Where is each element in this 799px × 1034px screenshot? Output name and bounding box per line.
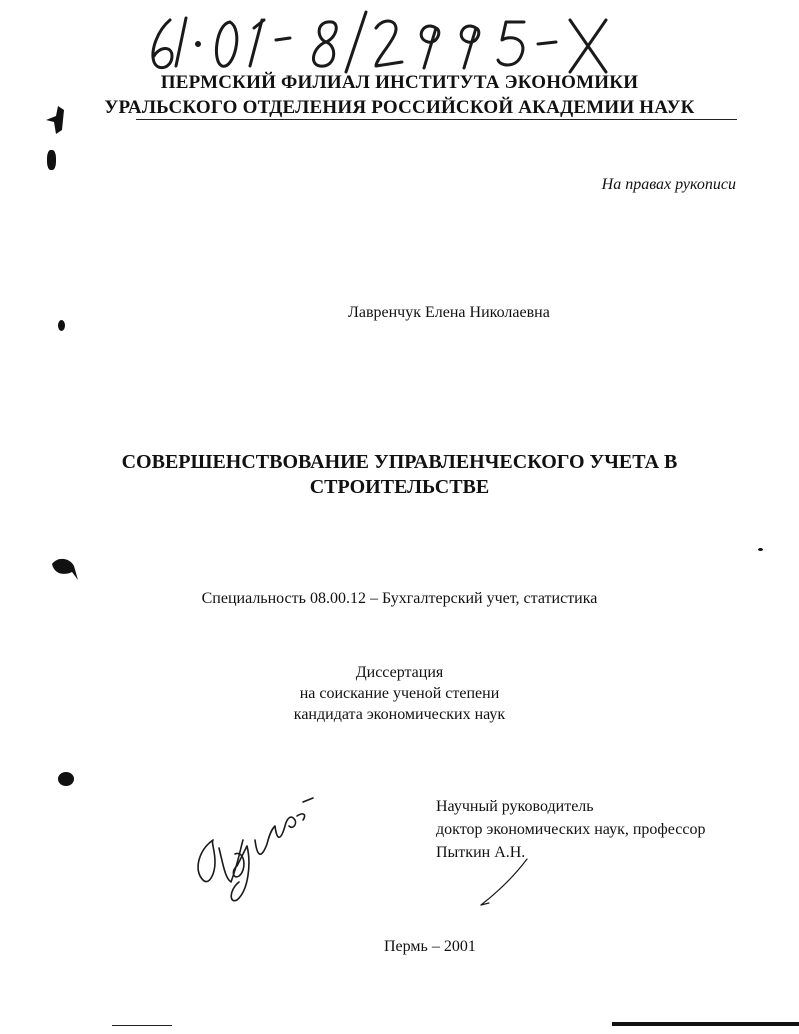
scan-mark-icon [47, 150, 56, 170]
advisor-line-1: Научный руководитель [436, 798, 594, 815]
advisor-signature-stroke [475, 855, 535, 910]
header-divider [136, 119, 737, 120]
institution-heading [0, 70, 799, 120]
dissertation-title [0, 450, 799, 500]
scan-mark-icon [58, 320, 65, 331]
dissertation-line-2: на соискание ученой степени [299, 685, 500, 702]
scan-mark-icon [50, 556, 80, 582]
institution-line-1: ПЕРМСКИЙ ФИЛИАЛ ИНСТИТУТА ЭКОНОМИКИ [160, 72, 639, 93]
rights-note: На правах рукописи [601, 176, 736, 193]
scan-line-left [112, 1025, 172, 1026]
advisor-line-2: доктор экономических наук, профессор [436, 821, 706, 838]
dissertation-line-3: кандидата экономических наук [293, 706, 506, 723]
handwritten-signature-icon [185, 790, 325, 910]
scan-mark-icon [58, 772, 74, 786]
title-line-1: СОВЕРШЕНСТВОВАНИЕ УПРАВЛЕНЧЕСКОГО УЧЕТА В [121, 451, 678, 473]
handwritten-archive-number [140, 6, 620, 76]
handwritten-number-drawing [140, 6, 620, 76]
dissertation-line-1: Диссертация [355, 664, 444, 681]
title-line-2: СТРОИТЕЛЬСТВЕ [309, 476, 490, 498]
specialty-line: Специальность 08.00.12 – Бухгалтерский учет, статистика [201, 590, 598, 607]
institution-line-2: УРАЛЬСКОГО ОТДЕЛЕНИЯ РОССИЙСКОЙ АКАДЕМИИ НАУК [104, 97, 695, 118]
advisor-line-3: Пыткин А.Н. [436, 844, 526, 861]
city-year: Пермь – 2001 [384, 938, 476, 955]
scan-mark-icon [758, 548, 763, 551]
dissertation-info [0, 662, 799, 725]
scan-mark-icon [44, 104, 68, 136]
author-name: Лавренчук Елена Николаевна [348, 304, 550, 321]
scan-line-right [612, 1022, 799, 1026]
scientific-advisor [436, 795, 706, 864]
